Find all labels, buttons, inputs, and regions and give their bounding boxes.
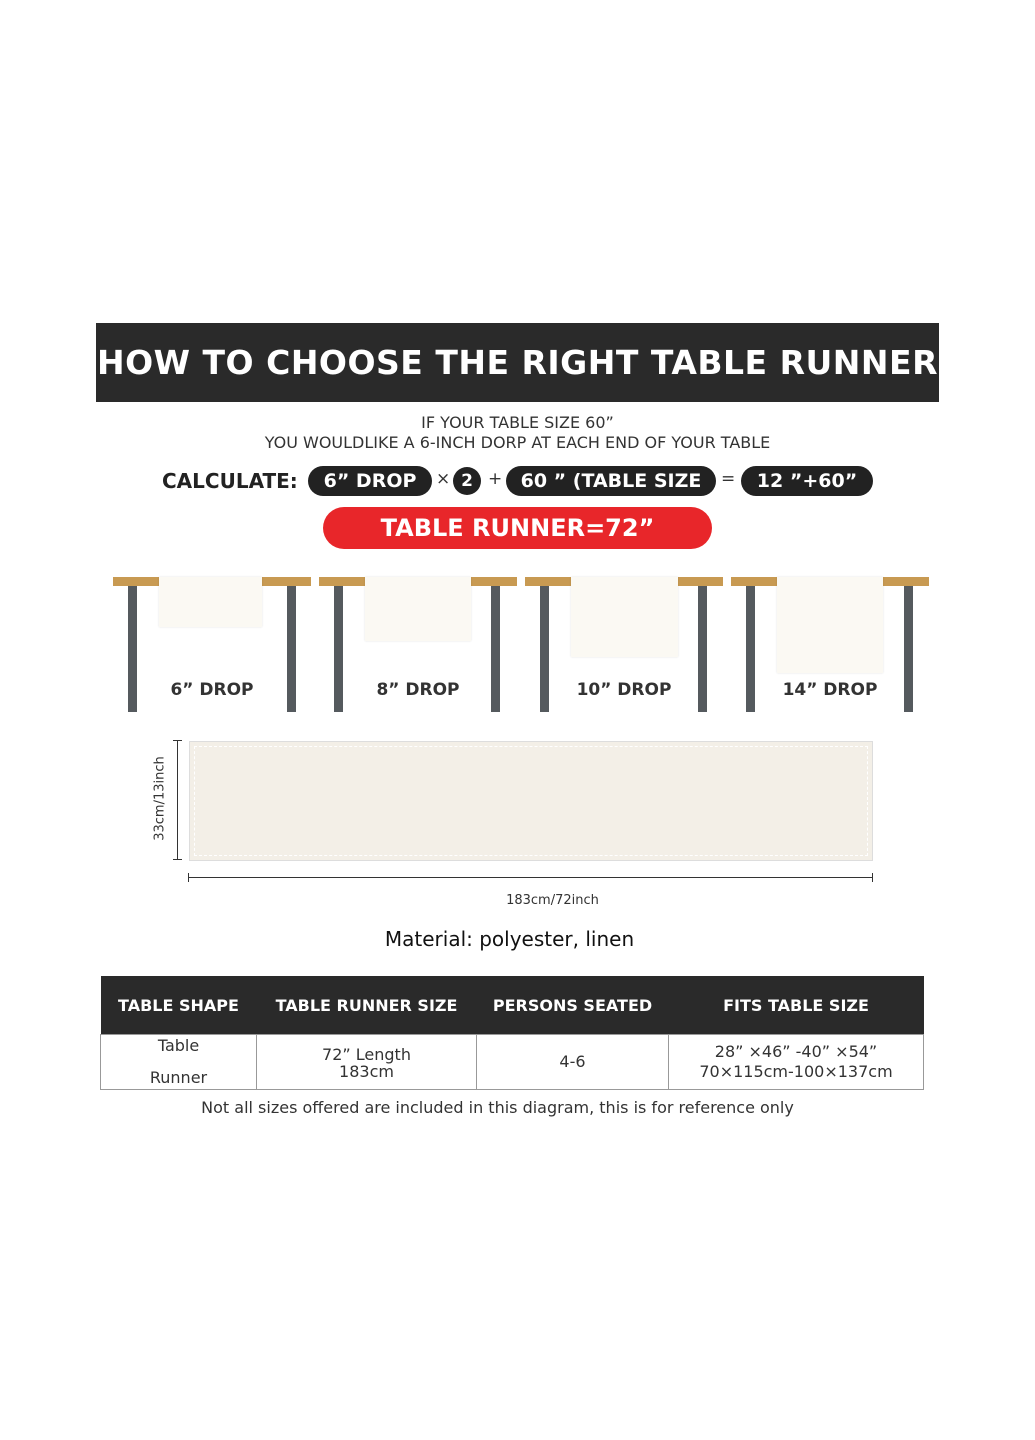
drop-pill: 6” DROP [308, 466, 432, 496]
table-header-row [101, 976, 924, 1035]
drop-label: 14” DROP [782, 680, 878, 700]
size-line-1: 72” Length [322, 1045, 411, 1064]
fits-line-1: 28” ×46” -40” ×54” [714, 1042, 878, 1061]
runner-drop [777, 577, 883, 673]
table-row [101, 1035, 924, 1090]
drop-label: 8” DROP [376, 680, 460, 700]
table-runner-illustration [189, 741, 873, 861]
times-sign: × [436, 469, 451, 489]
stitch-border [194, 746, 868, 856]
header-persons-seated: PERSONS SEATED [477, 976, 669, 1035]
intro-line-2: YOU WOULDLIKE A 6-INCH DORP AT EACH END OF YOUR TABLE [264, 433, 771, 452]
cell-fits-table-size [669, 1035, 924, 1090]
length-dimension-label: 183cm/72inch [506, 893, 599, 908]
result-pill: TABLE RUNNER=72” [323, 507, 712, 549]
drop-diagram-6 [113, 577, 311, 717]
calculate-label: CALCULATE: [162, 469, 298, 493]
length-dimension-line [188, 877, 873, 878]
fits-line-2: 70×115cm-100×137cm [699, 1062, 893, 1081]
dimension-cap [173, 859, 182, 860]
sum-pill: 12 ”+60” [741, 466, 873, 496]
dimension-cap [188, 873, 189, 882]
header-banner [96, 323, 939, 402]
drop-diagram-10 [525, 577, 723, 717]
drop-label: 10” DROP [576, 680, 672, 700]
drop-label: 6” DROP [170, 680, 254, 700]
header-table-shape: TABLE SHAPE [101, 976, 257, 1035]
header-fits-table-size: FITS TABLE SIZE [669, 976, 924, 1035]
page-title: HOW TO CHOOSE THE RIGHT TABLE RUNNER [96, 343, 938, 382]
table-size-pill: 60 ” (TABLE SIZE [506, 466, 716, 496]
cell-persons-seated: 4-6 [477, 1035, 669, 1090]
footnote: Not all sizes offered are included in this diagram, this is for reference only [201, 1098, 794, 1117]
width-dimension-label: 33cm/13inch [152, 756, 168, 841]
dimension-cap [173, 740, 182, 741]
runner-drop [365, 577, 471, 641]
equals-sign: = [721, 469, 736, 489]
runner-drop [159, 577, 262, 627]
drop-diagram-14 [731, 577, 929, 717]
multiplier-circle: 2 [453, 467, 481, 495]
header-runner-size: TABLE RUNNER SIZE [257, 976, 477, 1035]
size-table [100, 976, 924, 1090]
size-line-2: 183cm [339, 1062, 394, 1081]
intro-line-1: IF YOUR TABLE SIZE 60” [421, 413, 614, 432]
shape-line-2: Runner [149, 1068, 208, 1087]
runner-drop [571, 577, 678, 657]
shape-line-1: Table [157, 1036, 200, 1055]
cell-runner-size [257, 1035, 477, 1090]
drop-diagram-8 [319, 577, 517, 717]
width-dimension-line [177, 740, 178, 860]
dimension-cap [872, 873, 873, 882]
cell-table-shape [101, 1035, 257, 1090]
plus-sign: + [488, 469, 503, 489]
material-text: Material: polyester, linen [384, 927, 635, 951]
